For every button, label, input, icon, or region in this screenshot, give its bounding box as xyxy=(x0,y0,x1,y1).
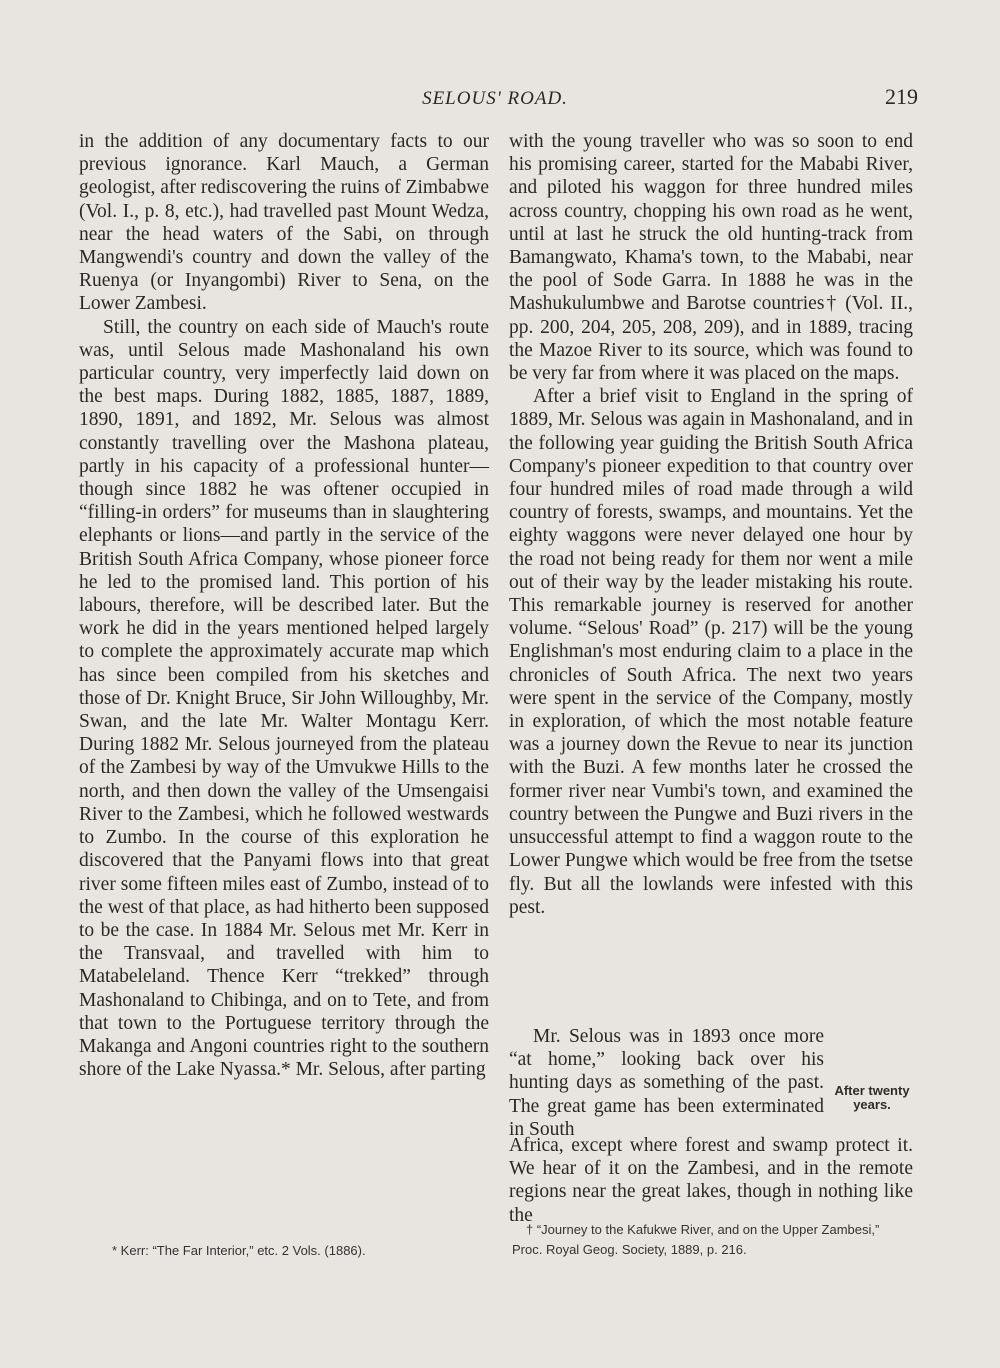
margin-sidenote xyxy=(826,1084,918,1112)
page-number: 219 xyxy=(885,84,918,109)
left-paragraph-1: in the addition of any documentary facts to our previous ignorance. Karl Mauch, a German geologist, after rediscovering the ruins of Zimbabwe (Vol. I., p. 8, etc.), had travelled past Mount Wedza, near the head waters of the Sabi, on through Mangwendi's country and down the valley of the Ruenya (or Inyangombi) River to Sena, on the Lower Zambesi. xyxy=(79,131,489,315)
right-column-continued xyxy=(509,1025,824,1141)
footnote-left: * Kerr: “The Far Interior,” etc. 2 Vols. (1886). xyxy=(112,1243,366,1258)
running-head xyxy=(0,84,1000,114)
right-column-end xyxy=(509,1134,913,1227)
right-paragraph-3-start: Mr. Selous was in 1893 once more “at home,” looking back over his hunting days as something of the past. The great game has been exterminated in South xyxy=(509,1026,824,1140)
right-paragraph-3-end: Africa, except where forest and swamp protect it. We hear of it on the Zambesi, and in the remote regions near the great lakes, though in nothing like the xyxy=(509,1135,913,1226)
right-paragraph-1: with the young traveller who was so soon to end his promising career, started for the Mababi River, and piloted his waggon for three hundred miles across country, chopping his own road as he went, until at last he struck the old hunting-track from Bamangwato, Khama's town, to the Mababi, near the pool of Sode Garra. In 1888 he was in the Mashukulumbwe and Barotse countries† (Vol. II., pp. 200, 204, 205, 208, 209), and in 1889, tracing the Mazoe River to its source, which was found to be very far from where it was placed on the maps. xyxy=(509,131,913,385)
sidenote-line-2: years. xyxy=(853,1097,891,1112)
running-title: SELOUS' ROAD. xyxy=(422,88,568,109)
left-column xyxy=(79,130,489,1081)
footnote-right: † “Journey to the Kafukwe River, and on the Upper Zambesi,” Proc. Royal Geog. Society, 1889, p. 216. xyxy=(512,1222,880,1257)
right-column xyxy=(509,130,913,919)
right-paragraph-2: After a brief visit to England in the spring of 1889, Mr. Selous was again in Mashonaland, and in the following year guiding the British South Africa Company's pioneer expedition to that country over four hundred miles of road made through a wild country of forests, swamps, and mountains. Yet the eighty waggons were never delayed one hour by the road not being ready for them nor went a mile out of their way by the leader mistaking his route. This remarkable journey is reserved for another volume. “Selous' Road” (p. 217) will be the young Englishman's most enduring claim to a place in the chronicles of South Africa. The next two years were spent in the service of the Company, mostly in exploration, of which the most notable feature was a journey down the Revue to near its junction with the Buzi. A few months later he crossed the former river near Vumbi's town, and examined the country between the Pungwe and Buzi rivers in the unsuccessful attempt to find a waggon route to the Lower Pungwe which would be free from the tsetse fly. But all the lowlands were infested with this pest. xyxy=(509,386,913,918)
sidenote-line-1: After twenty xyxy=(834,1083,910,1098)
left-paragraph-2: Still, the country on each side of Mauch's route was, until Selous made Mashonaland his own particular country, very imperfectly laid down on the best maps. During 1882, 1885, 1887, 1889, 1890, 1891, and 1892, Mr. Selous was almost constantly travelling over the Mashona plateau, partly in his capacity of a professional hunter—though since 1882 he was oftener occupied in “filling-in orders” for museums than in slaughtering elephants or lions—and partly in the service of the British South Africa Company, whose pioneer force he led to the promised land. This portion of his labours, therefore, will be described later. But the work he did in the years mentioned helped largely to complete the approximately accurate map which has since been compiled from his sketches and those of Dr. Knight Bruce, Sir John Willoughby, Mr. Swan, and the late Mr. Walter Montagu Kerr. During 1882 Mr. Selous journeyed from the plateau of the Zambesi by way of the Umvukwe Hills to the north, and then down the valley of the Umsengaisi River to the Zambesi, which he followed westwards to Zumbo. In the course of this exploration he discovered that the Panyami flows into that great river some fifteen miles east of Zumbo, instead of to the west of that place, as had hitherto been supposed to be the case. In 1884 Mr. Selous met Mr. Kerr in the Transvaal, and travelled with him to Matabeleland. Thence Kerr “trekked” through Mashonaland to Chibinga, and on to Tete, and from that town to the Portuguese territory through the Makanga and Angoni countries right to the southern shore of the Lake Nyassa.* Mr. Selous, after parting xyxy=(79,316,489,1081)
